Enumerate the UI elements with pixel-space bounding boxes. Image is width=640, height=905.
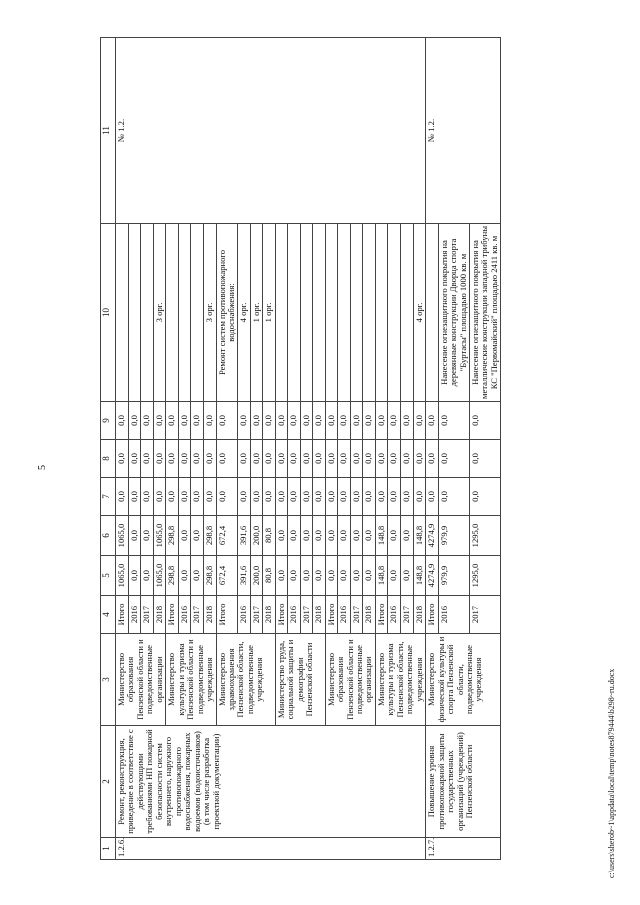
value-cell: 0,0 <box>300 440 312 478</box>
value-cell: 0,0 <box>375 402 388 440</box>
value-cell: 0,0 <box>250 478 262 516</box>
value-cell: 0,0 <box>128 440 141 478</box>
value-cell: 0,0 <box>313 440 325 478</box>
value-cell: 2016 <box>288 596 300 634</box>
value-cell: 148,8 <box>375 516 388 556</box>
executor: Министерство культуры и туризма Пензенской области, подведомственные учреждения <box>375 634 425 726</box>
value-cell: 0,0 <box>288 402 300 440</box>
executor: Министерство физической культуры и спорта Пензенской области, подведомственные учреждения <box>426 634 501 726</box>
result-cell <box>300 224 312 402</box>
executor: Министерство образования Пензенской области и подведомственные организации <box>325 634 375 726</box>
value-cell: 0,0 <box>313 478 325 516</box>
value-cell: 298,8 <box>166 516 179 556</box>
result-cell: 3 орг. <box>153 224 166 402</box>
value-cell: 2016 <box>438 596 469 634</box>
result-cell <box>338 224 351 402</box>
value-cell: 0,0 <box>128 478 141 516</box>
table-row <box>426 38 438 860</box>
value-cell: 0,0 <box>426 478 438 516</box>
value-cell: 0,0 <box>116 478 129 516</box>
value-cell: 0,0 <box>288 516 300 556</box>
value-cell: 391,6 <box>238 556 250 596</box>
value-cell: 0,0 <box>338 440 351 478</box>
item-number: 1.2.6. <box>116 838 426 860</box>
value-cell: 0,0 <box>216 440 238 478</box>
value-cell: 1065,0 <box>116 556 129 596</box>
result-cell <box>166 224 179 402</box>
executor: Министерство образования Пензенской области и подведомственные организации <box>116 634 166 726</box>
value-cell: 672,4 <box>216 556 238 596</box>
value-cell: 0,0 <box>388 556 401 596</box>
value-cell: 298,8 <box>166 556 179 596</box>
value-cell: 2017 <box>350 596 363 634</box>
value-cell: 0,0 <box>238 440 250 478</box>
value-cell: 1065,0 <box>153 516 166 556</box>
item-name: Повышение уровня противопожарной защиты государственных организаций (учреждений) Пензенской области <box>426 726 501 838</box>
value-cell: 2016 <box>238 596 250 634</box>
column-number-row <box>101 38 116 860</box>
value-cell: 148,8 <box>375 556 388 596</box>
value-cell: 4274,9 <box>426 556 438 596</box>
value-cell: 2018 <box>413 596 426 634</box>
result-cell <box>288 224 300 402</box>
value-cell: 2018 <box>203 596 216 634</box>
column-number: 7 <box>101 478 116 516</box>
value-cell: 1295,0 <box>469 556 500 596</box>
value-cell: 2018 <box>363 596 376 634</box>
value-cell: 0,0 <box>191 556 204 596</box>
value-cell: 0,0 <box>325 478 338 516</box>
value-cell: 0,0 <box>469 440 500 478</box>
value-cell: 0,0 <box>263 402 275 440</box>
result-cell <box>363 224 376 402</box>
value-cell: 0,0 <box>350 556 363 596</box>
indicator-ref: № 1.2. <box>426 38 501 224</box>
value-cell: 0,0 <box>350 478 363 516</box>
value-cell: 0,0 <box>203 402 216 440</box>
result-cell: 3 орг. <box>203 224 216 402</box>
value-cell: 0,0 <box>275 556 287 596</box>
value-cell: Итого <box>216 596 238 634</box>
value-cell: 0,0 <box>288 556 300 596</box>
value-cell: 0,0 <box>401 516 414 556</box>
result-cell: 1 орг. <box>263 224 275 402</box>
page-number: 5 <box>37 465 48 470</box>
value-cell: 0,0 <box>128 556 141 596</box>
value-cell: 0,0 <box>263 478 275 516</box>
executor: Министерство здравоохранения Пензенской области, подведомственные учреждения <box>216 634 275 726</box>
value-cell: 0,0 <box>141 556 154 596</box>
executor: Министерство труда, социальной защиты и демографии Пензенской области <box>275 634 325 726</box>
item-name: Ремонт, реконструкция, приведение в соответствие с действующими требованиями НП пожарной безопасности систем внутреннего, наружного противопожарного водоснабжения, пожарных водоемов (водоисточников) (в том числе разработка проектной документации) <box>116 726 426 838</box>
value-cell: 0,0 <box>325 516 338 556</box>
value-cell: 1065,0 <box>116 516 129 556</box>
column-number: 2 <box>101 726 116 838</box>
result-cell <box>275 224 287 402</box>
value-cell: 1295,0 <box>469 516 500 556</box>
value-cell: 0,0 <box>166 478 179 516</box>
value-cell: 298,8 <box>203 556 216 596</box>
result-cell: Нанесение огнезащитного покрытия на деревянные конструкции Дворца спорта "Буртасы" площадью 1000 кв. м <box>438 224 469 402</box>
value-cell: 0,0 <box>191 440 204 478</box>
result-cell <box>426 224 438 402</box>
column-number: 4 <box>101 596 116 634</box>
value-cell: 0,0 <box>375 440 388 478</box>
value-cell: 2018 <box>263 596 275 634</box>
value-cell: 0,0 <box>141 516 154 556</box>
value-cell: 0,0 <box>413 402 426 440</box>
value-cell: 0,0 <box>238 402 250 440</box>
value-cell: 2017 <box>401 596 414 634</box>
value-cell: 0,0 <box>191 516 204 556</box>
value-cell: 0,0 <box>141 440 154 478</box>
column-number: 8 <box>101 440 116 478</box>
value-cell: 2018 <box>153 596 166 634</box>
value-cell: 0,0 <box>250 440 262 478</box>
value-cell: 0,0 <box>275 478 287 516</box>
value-cell: 0,0 <box>469 402 500 440</box>
value-cell: 0,0 <box>363 402 376 440</box>
value-cell: 0,0 <box>338 402 351 440</box>
column-number: 9 <box>101 402 116 440</box>
file-path-footer: c:\users\sherob~1\appdata\local\temp\notes879444\b298~ru.docx <box>607 668 616 878</box>
value-cell: 0,0 <box>128 402 141 440</box>
value-cell: 0,0 <box>166 402 179 440</box>
value-cell: 200,0 <box>250 556 262 596</box>
value-cell: 2017 <box>469 596 500 634</box>
value-cell: 0,0 <box>116 402 129 440</box>
value-cell: 0,0 <box>350 516 363 556</box>
result-cell <box>128 224 141 402</box>
value-cell: 0,0 <box>325 440 338 478</box>
value-cell: 0,0 <box>401 440 414 478</box>
value-cell: 1065,0 <box>153 556 166 596</box>
column-number: 6 <box>101 516 116 556</box>
program-table-sheet <box>100 40 505 860</box>
value-cell: 0,0 <box>338 516 351 556</box>
value-cell: 0,0 <box>178 556 191 596</box>
result-cell: 4 орг. <box>238 224 250 402</box>
value-cell: 0,0 <box>426 402 438 440</box>
result-cell <box>191 224 204 402</box>
value-cell: 0,0 <box>413 440 426 478</box>
value-cell: 0,0 <box>350 440 363 478</box>
value-cell: Итого <box>426 596 438 634</box>
value-cell: 0,0 <box>363 516 376 556</box>
value-cell: 0,0 <box>116 440 129 478</box>
column-number: 11 <box>101 38 116 224</box>
value-cell: 0,0 <box>401 478 414 516</box>
value-cell: 979,9 <box>438 516 469 556</box>
value-cell: 0,0 <box>300 402 312 440</box>
value-cell: 80,8 <box>263 556 275 596</box>
value-cell: 0,0 <box>191 402 204 440</box>
value-cell: 0,0 <box>375 478 388 516</box>
value-cell: 0,0 <box>288 478 300 516</box>
value-cell: 0,0 <box>153 440 166 478</box>
result-cell <box>325 224 338 402</box>
value-cell: 0,0 <box>325 556 338 596</box>
executor: Министерство культуры и туризма Пензенской области и подведомственные учреждения <box>166 634 216 726</box>
value-cell: 0,0 <box>128 516 141 556</box>
value-cell: Итого <box>325 596 338 634</box>
column-number: 10 <box>101 224 116 402</box>
value-cell: 0,0 <box>313 402 325 440</box>
value-cell: 0,0 <box>275 402 287 440</box>
value-cell: 2016 <box>178 596 191 634</box>
value-cell: 0,0 <box>388 402 401 440</box>
value-cell: 0,0 <box>191 478 204 516</box>
result-cell <box>388 224 401 402</box>
value-cell: 0,0 <box>288 440 300 478</box>
value-cell: 0,0 <box>216 478 238 516</box>
value-cell: 0,0 <box>438 402 469 440</box>
value-cell: 2017 <box>141 596 154 634</box>
value-cell: 0,0 <box>401 402 414 440</box>
value-cell: 148,8 <box>413 516 426 556</box>
value-cell: 0,0 <box>153 478 166 516</box>
value-cell: Итого <box>375 596 388 634</box>
value-cell: 200,0 <box>250 516 262 556</box>
result-cell <box>375 224 388 402</box>
value-cell: 148,8 <box>413 556 426 596</box>
value-cell: 0,0 <box>313 516 325 556</box>
value-cell: 0,0 <box>426 440 438 478</box>
value-cell: 0,0 <box>438 440 469 478</box>
column-number: 1 <box>101 838 116 860</box>
value-cell: 298,8 <box>203 516 216 556</box>
value-cell: Итого <box>275 596 287 634</box>
value-cell: 0,0 <box>178 402 191 440</box>
value-cell: 0,0 <box>438 478 469 516</box>
value-cell: 2016 <box>338 596 351 634</box>
value-cell: 0,0 <box>203 440 216 478</box>
value-cell: 2016 <box>128 596 141 634</box>
result-cell: 4 орг. <box>413 224 426 402</box>
value-cell: 0,0 <box>238 478 250 516</box>
value-cell: 0,0 <box>178 440 191 478</box>
value-cell: 0,0 <box>325 402 338 440</box>
value-cell: Итого <box>116 596 129 634</box>
value-cell: 0,0 <box>141 402 154 440</box>
item-number: 1.2.7. <box>426 838 501 860</box>
value-cell: Итого <box>166 596 179 634</box>
value-cell: 0,0 <box>388 478 401 516</box>
value-cell: 0,0 <box>313 556 325 596</box>
value-cell: 0,0 <box>350 402 363 440</box>
value-cell: 80,8 <box>263 516 275 556</box>
value-cell: 0,0 <box>363 440 376 478</box>
value-cell: 0,0 <box>203 478 216 516</box>
result-cell <box>401 224 414 402</box>
value-cell: 672,4 <box>216 516 238 556</box>
result-cell: Ремонт систем противопожарного водоснабжения: <box>216 224 238 402</box>
value-cell: 979,9 <box>438 556 469 596</box>
value-cell: 0,0 <box>141 478 154 516</box>
value-cell: 4274,9 <box>426 516 438 556</box>
value-cell: 0,0 <box>178 516 191 556</box>
value-cell: 0,0 <box>275 440 287 478</box>
value-cell: 0,0 <box>363 478 376 516</box>
value-cell: 391,6 <box>238 516 250 556</box>
value-cell: 0,0 <box>413 478 426 516</box>
result-cell: 1 орг. <box>250 224 262 402</box>
value-cell: 0,0 <box>300 556 312 596</box>
value-cell: 0,0 <box>178 478 191 516</box>
column-number: 5 <box>101 556 116 596</box>
value-cell: 0,0 <box>469 478 500 516</box>
value-cell: 0,0 <box>153 402 166 440</box>
table-row <box>116 38 129 860</box>
result-cell <box>141 224 154 402</box>
value-cell: 0,0 <box>263 440 275 478</box>
value-cell: 0,0 <box>275 516 287 556</box>
value-cell: 0,0 <box>363 556 376 596</box>
indicator-ref: № 1.2. <box>116 38 426 224</box>
value-cell: 2017 <box>300 596 312 634</box>
result-cell <box>116 224 129 402</box>
value-cell: 2016 <box>388 596 401 634</box>
value-cell: 2017 <box>191 596 204 634</box>
value-cell: 2018 <box>313 596 325 634</box>
value-cell: 2017 <box>250 596 262 634</box>
result-cell <box>178 224 191 402</box>
value-cell: 0,0 <box>300 516 312 556</box>
value-cell: 0,0 <box>250 402 262 440</box>
result-cell <box>350 224 363 402</box>
value-cell: 0,0 <box>338 478 351 516</box>
result-cell <box>313 224 325 402</box>
value-cell: 0,0 <box>216 402 238 440</box>
value-cell: 0,0 <box>300 478 312 516</box>
column-number: 3 <box>101 634 116 726</box>
value-cell: 0,0 <box>388 440 401 478</box>
result-cell: Нанесение огнезащитного покрытия на металлические конструкции западной трибуны КС "Первомайский" площадью 2411 кв. м <box>469 224 500 402</box>
value-cell: 0,0 <box>166 440 179 478</box>
value-cell: 0,0 <box>401 556 414 596</box>
value-cell: 0,0 <box>338 556 351 596</box>
program-table <box>100 37 501 860</box>
value-cell: 0,0 <box>388 516 401 556</box>
